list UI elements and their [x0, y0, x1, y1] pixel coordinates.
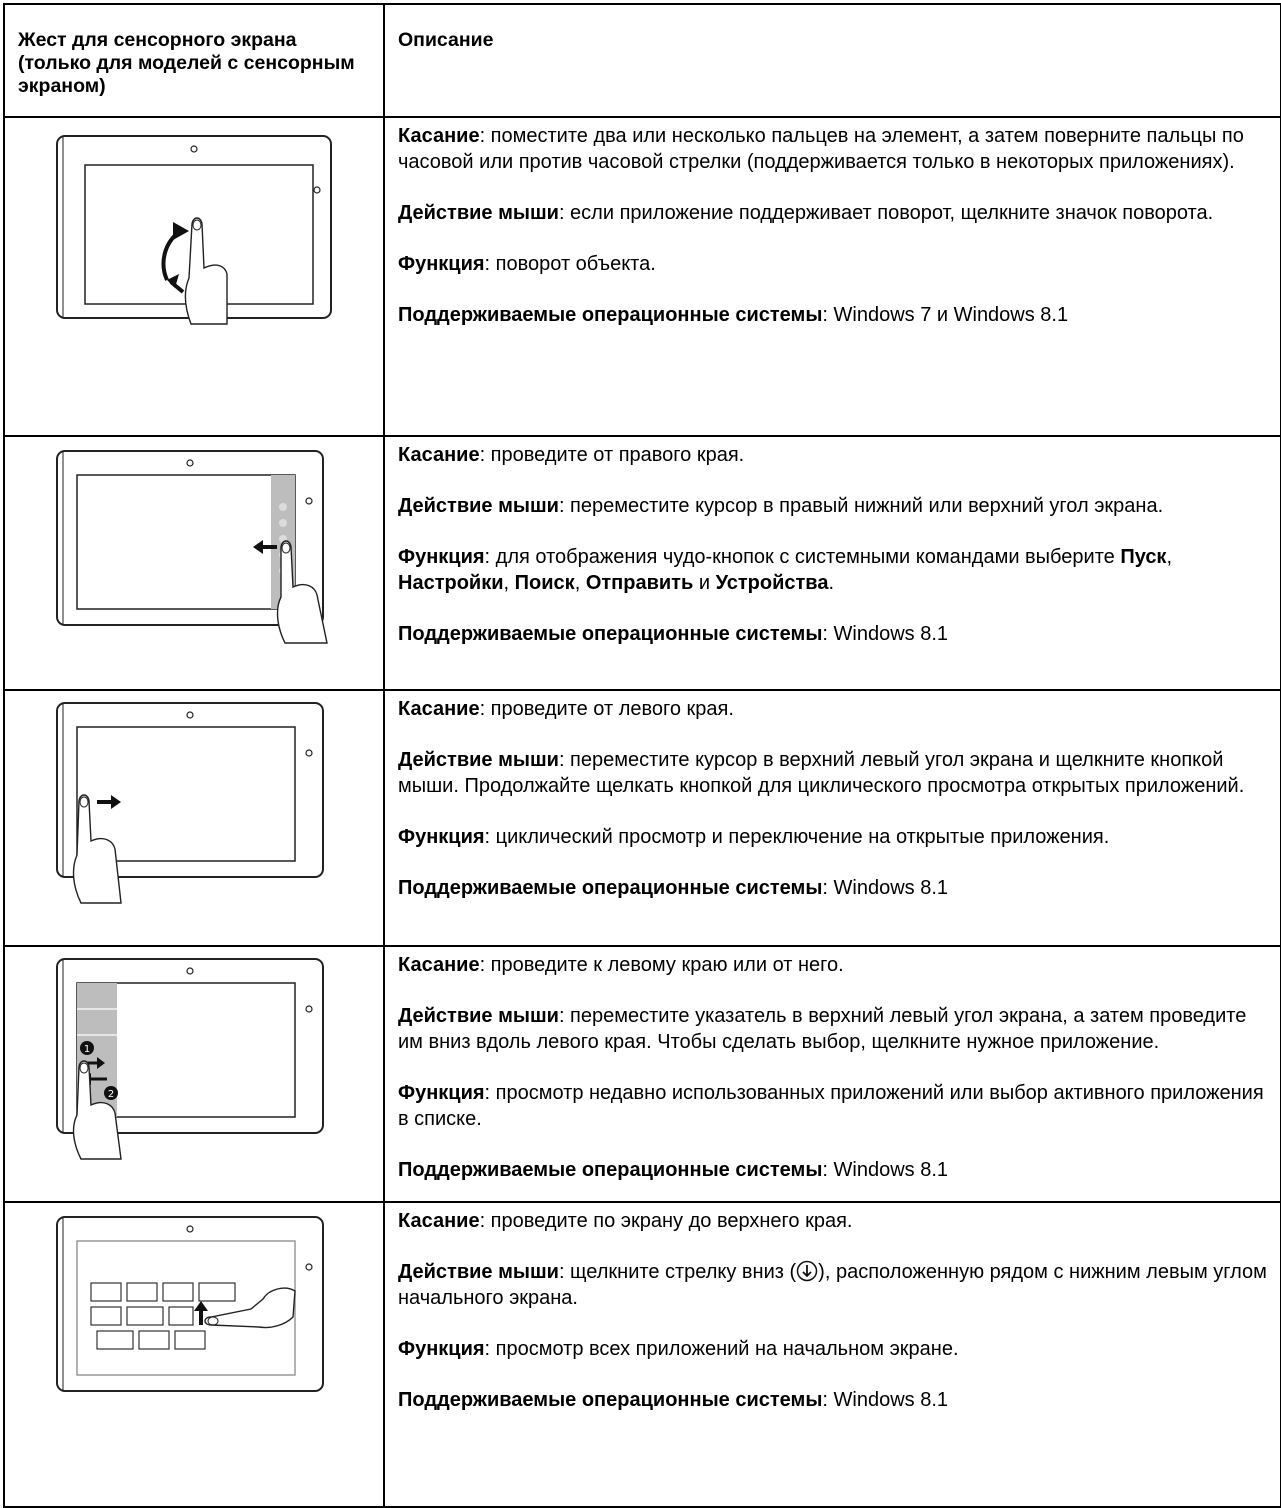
- os-paragraph: Поддерживаемые операционные системы: Windows 8.1: [398, 1159, 949, 1181]
- gesture-illustration-cell: [4, 117, 384, 436]
- gesture-illustration-cell: [4, 436, 384, 690]
- gesture-illustration-cell: [4, 946, 384, 1202]
- description-cell: [384, 117, 1281, 436]
- table-row: [4, 1202, 1281, 1507]
- svg-text:1: 1: [83, 1044, 91, 1055]
- tablet-swipe-from-right-edge-icon: [49, 447, 339, 647]
- function-paragraph: Функция: поворот объекта.: [398, 253, 656, 275]
- down-arrow-circle-icon: [796, 1260, 818, 1282]
- header-gesture: Жест для сенсорного экрана (только для моделей с сенсорным экраном): [4, 4, 384, 117]
- mouse-paragraph: Действие мыши: переместите курсор в верхний левый угол экрана и щелкните кнопкой мыши. Продолжайте щелкать кнопкой для циклического просмотра открытых приложений.: [398, 749, 1245, 797]
- description-cell: [384, 436, 1281, 690]
- function-paragraph: Функция: просмотр всех приложений на начальном экране.: [398, 1338, 959, 1360]
- os-paragraph: Поддерживаемые операционные системы: Windows 8.1: [398, 623, 949, 645]
- tablet-swipe-up-start-screen-icon: [49, 1213, 339, 1413]
- table-row: [4, 436, 1281, 690]
- tablet-swipe-in-out-left-edge-icon: [49, 955, 339, 1165]
- touch-paragraph: Касание: проведите к левому краю или от него.: [398, 954, 844, 976]
- mouse-paragraph: Действие мыши: щелкните стрелку вниз ( ), расположенную рядом с нижним левым углом начального экрана.: [398, 1261, 1267, 1309]
- gesture-illustration-cell: [4, 690, 384, 946]
- table-header-row: [4, 4, 1281, 117]
- table-row: [4, 690, 1281, 946]
- tablet-swipe-from-left-edge-icon: [49, 699, 339, 909]
- gesture-illustration-cell: [4, 1202, 384, 1507]
- function-paragraph: Функция: для отображения чудо-кнопок с системными командами выберите Пуск, Настройки, Поиск, Отправить и Устройства.: [398, 546, 1173, 594]
- mouse-paragraph: Действие мыши: переместите указатель в верхний левый угол экрана, а затем проведите им вниз вдоль левого края. Чтобы сделать выбор, щелкните нужное приложение.: [398, 1005, 1247, 1053]
- description-cell: [384, 1202, 1281, 1507]
- description-cell: [384, 690, 1281, 946]
- svg-text:2: 2: [107, 1089, 115, 1100]
- header-description: Описание: [384, 4, 1281, 117]
- table-row: [4, 117, 1281, 436]
- os-paragraph: Поддерживаемые операционные системы: Windows 7 и Windows 8.1: [398, 304, 1069, 326]
- touch-paragraph: Касание: проведите от левого края.: [398, 698, 734, 720]
- function-paragraph: Функция: циклический просмотр и переключение на открытые приложения.: [398, 826, 1110, 848]
- os-paragraph: Поддерживаемые операционные системы: Windows 8.1: [398, 877, 949, 899]
- touch-paragraph: Касание: проведите от правого края.: [398, 444, 745, 466]
- function-paragraph: Функция: просмотр недавно использованных приложений или выбор активного приложения в списке.: [398, 1082, 1264, 1130]
- mouse-paragraph: Действие мыши: если приложение поддерживает поворот, щелкните значок поворота.: [398, 202, 1214, 224]
- table-row: [4, 946, 1281, 1202]
- gestures-table: [3, 3, 1281, 1508]
- description-cell: [384, 946, 1281, 1202]
- touch-paragraph: Касание: поместите два или несколько пальцев на элемент, а затем поверните пальцы по часовой или против часовой стрелки (поддерживается только в некоторых приложениях).: [398, 125, 1244, 173]
- os-paragraph: Поддерживаемые операционные системы: Windows 8.1: [398, 1389, 949, 1411]
- touch-paragraph: Касание: проведите по экрану до верхнего края.: [398, 1210, 853, 1232]
- tablet-rotate-gesture-icon: [49, 132, 339, 332]
- mouse-paragraph: Действие мыши: переместите курсор в правый нижний или верхний угол экрана.: [398, 495, 1164, 517]
